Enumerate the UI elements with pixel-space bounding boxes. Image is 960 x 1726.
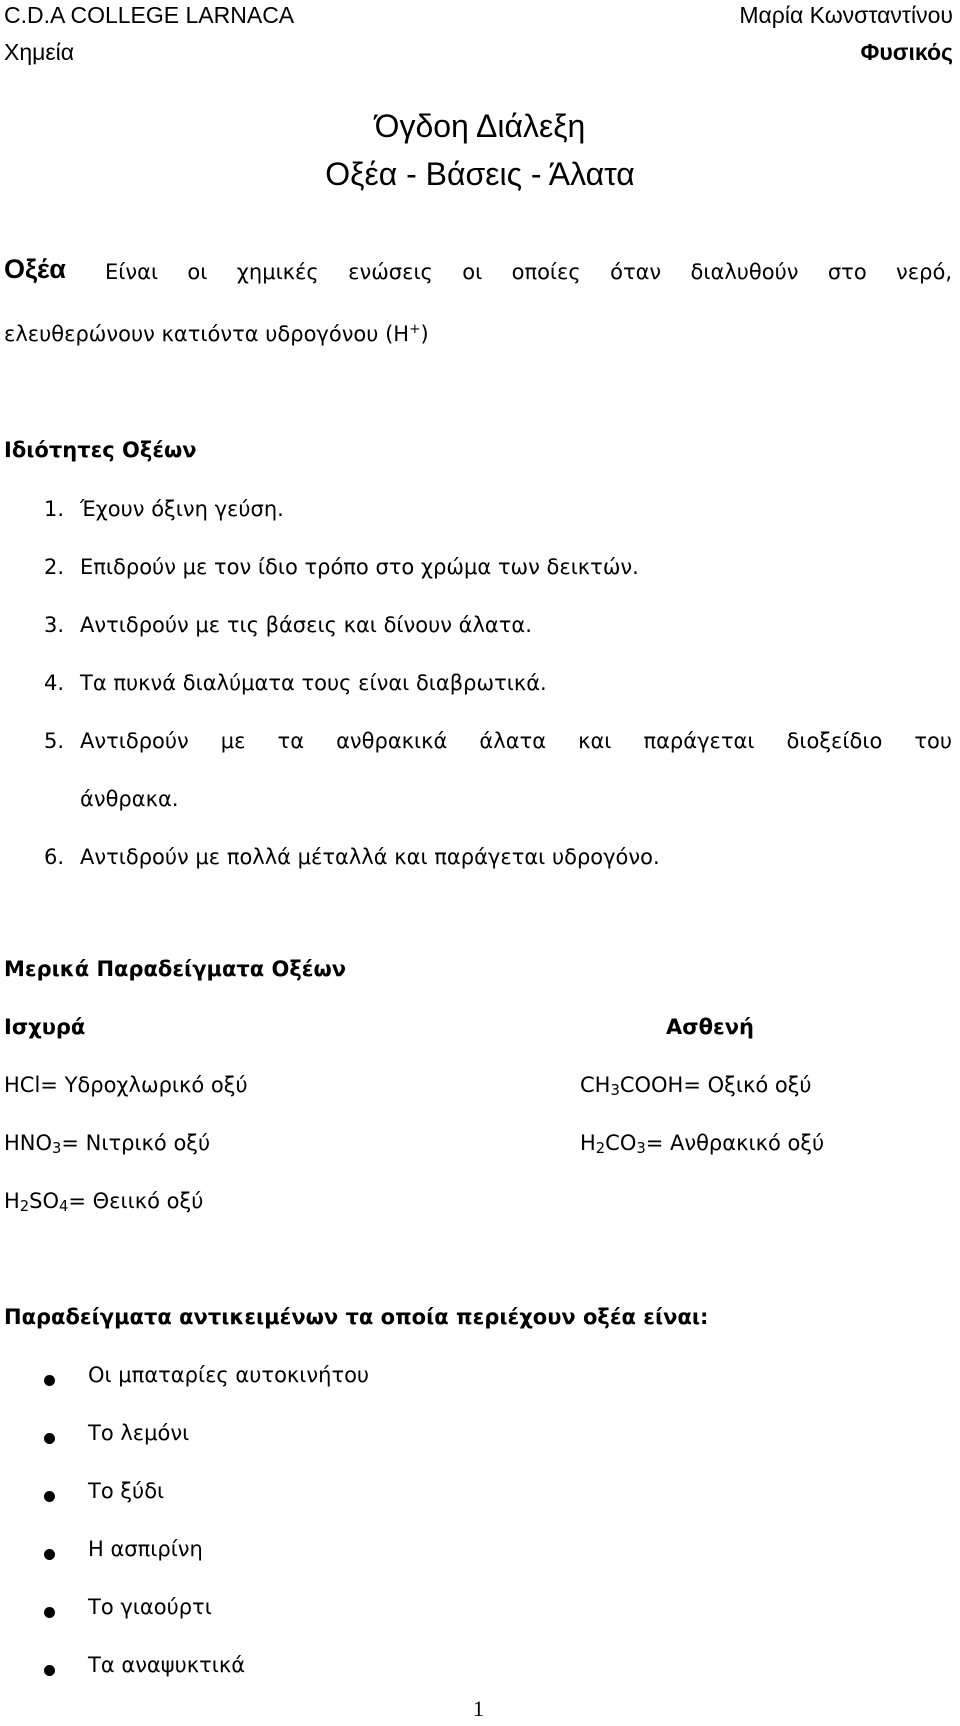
weak-acids-heading: Ασθενή: [666, 1015, 754, 1039]
weak-acid-item: $H_2CO_3= A\nu\theta\rho\alpha\kappa\iota\kappa ό$ οξύ: [580, 1131, 825, 1157]
subject-name: Χημεία: [4, 39, 75, 65]
definition-term: Οξέα: [4, 254, 66, 284]
school-name: C.D.A COLLEGE LARNACA: [4, 2, 295, 28]
bullet-icon: [44, 1433, 55, 1444]
strong-acid-item: $HNO_3= N\iota\tau\rho\iota\kappa ό$ οξύ: [4, 1131, 211, 1157]
bullet-icon: [44, 1491, 55, 1502]
objects-heading: Παραδείγματα αντικειμένων τα οποία περιέχουν οξέα είναι:: [4, 1305, 709, 1329]
list-item: 2. Επιδρούν με τον ίδιο τρόπο στο χρώμα των δεικτών.: [44, 555, 639, 579]
strong-acids-heading: Ισχυρά: [4, 1015, 86, 1039]
list-item: 3. Αντιδρούν με τις βάσεις και δίνουν άλατα.: [44, 613, 532, 637]
list-item: 6. Αντιδρούν με πολλά μέταλλά και παράγεται υδρογόνο.: [44, 845, 660, 869]
definition-line-2: ελευθερώνουν κατιόντα υδρογόνου (Η+): [4, 320, 429, 346]
list-item: Τα αναψυκτικά: [88, 1653, 246, 1677]
list-item: 4. Τα πυκνά διαλύματα τους είναι διαβρωτικά.: [44, 671, 547, 695]
bullet-icon: [44, 1375, 55, 1386]
list-item: Οι μπαταρίες αυτοκινήτου: [88, 1363, 370, 1387]
page-number: 1: [473, 1696, 484, 1721]
strong-acid-item: $H_2SO_4= \Theta\varepsilon\iota\iota\kappa ό$ οξύ: [4, 1189, 204, 1215]
list-item: Το γιαούρτι: [88, 1595, 212, 1619]
definition-line: [4, 254, 952, 285]
strong-acid-item: HCl= Υδροχλωρικό οξύ: [4, 1073, 248, 1097]
definition-text: Είναι οι χημικές ενώσεις οι οποίες όταν διαλυθούν στο νερό,: [105, 260, 952, 284]
bullet-icon: [44, 1665, 55, 1676]
page-subtitle: Οξέα - Βάσεις - Άλατα: [325, 156, 635, 192]
bullet-icon: [44, 1549, 55, 1560]
author-role: Φυσικός: [860, 39, 953, 65]
list-item: 5. Αντιδρούν με τα ανθρακικά άλατα και παράγεται διοξείδιο του: [44, 729, 952, 753]
list-item-continuation: άνθρακα.: [80, 787, 179, 811]
page-title: Όγδοη Διάλεξη: [374, 108, 586, 144]
bullet-icon: [44, 1607, 55, 1618]
list-item: Το ξύδι: [88, 1479, 165, 1503]
weak-acid-item: $CH_3COOH= O\xi\iota\kappa ό$ οξύ: [580, 1073, 812, 1099]
author-name: Μαρία Κωνσταντίνου: [739, 2, 953, 28]
properties-heading: Ιδιότητες Οξέων: [4, 438, 197, 462]
list-item: Το λεμόνι: [88, 1421, 190, 1445]
examples-heading: Μερικά Παραδείγματα Οξέων: [4, 957, 347, 981]
list-item: 1. Έχουν όξινη γεύση.: [44, 497, 284, 521]
list-item: Η ασπιρίνη: [88, 1537, 203, 1561]
